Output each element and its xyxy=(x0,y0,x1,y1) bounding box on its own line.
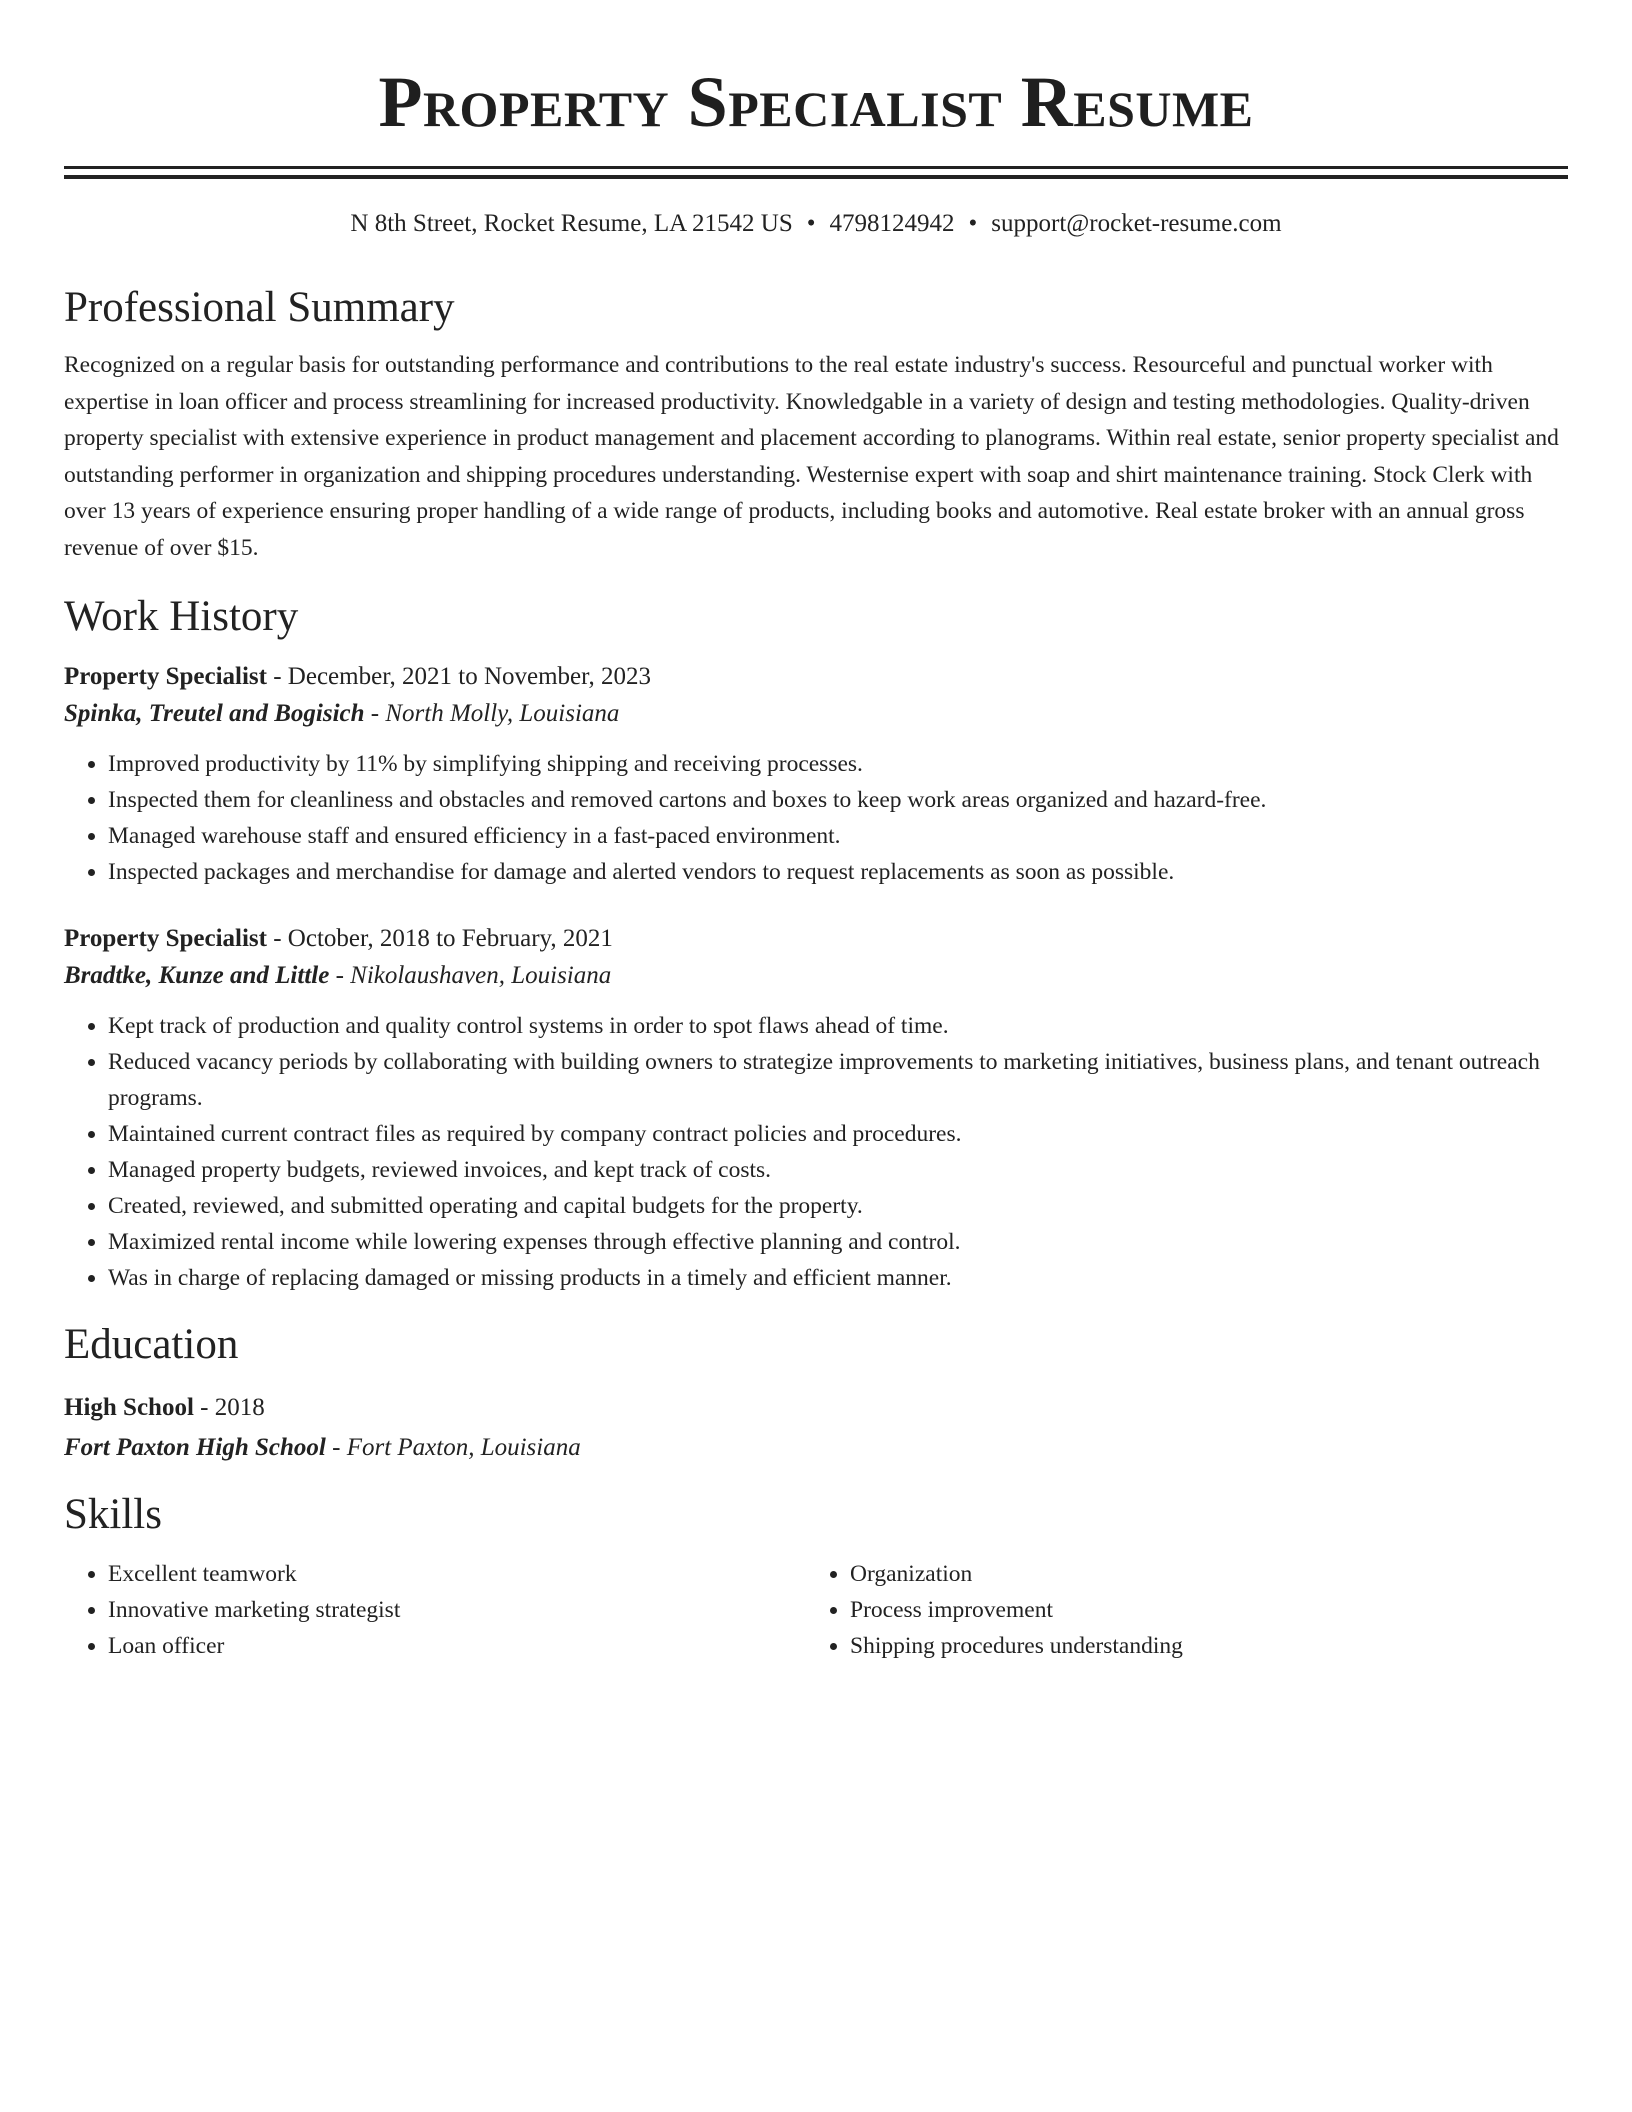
contact-phone: 4798124942 xyxy=(829,210,955,237)
list-item: • Innovative marketing strategist xyxy=(108,1592,806,1628)
job-location: - Nikolaushaven, Louisiana xyxy=(329,962,612,989)
list-item: • Improved productivity by 11% by simplifying shipping and receiving processes. xyxy=(108,746,1568,782)
contact-address: N 8th Street, Rocket Resume, LA 21542 US xyxy=(350,210,793,237)
job-title: Property Specialist xyxy=(64,663,267,690)
job-duties xyxy=(64,746,1568,890)
job-company: Bradtke, Kunze and Little xyxy=(64,962,330,989)
job-entry xyxy=(64,920,1568,1296)
contact-separator: • xyxy=(806,210,816,237)
job-header xyxy=(64,658,1568,695)
title-rule-top xyxy=(64,166,1568,169)
list-item: • Kept track of production and quality control systems in order to spot flaws ahead of time. xyxy=(108,1008,1568,1044)
education-heading: Education xyxy=(64,1321,239,1368)
list-item: • Process improvement xyxy=(850,1592,1568,1628)
list-item: • Maintained current contract files as required by company contract policies and procedures. xyxy=(108,1116,1568,1152)
work-history-heading: Work History xyxy=(64,593,299,640)
list-item: • Shipping procedures understanding xyxy=(850,1628,1568,1664)
job-company: Spinka, Treutel and Bogisich xyxy=(64,700,365,727)
list-item: • Managed warehouse staff and ensured efficiency in a fast-paced environment. xyxy=(108,818,1568,854)
education-entry xyxy=(64,1388,1568,1468)
skills-column-left xyxy=(64,1556,806,1664)
list-item: • Reduced vacancy periods by collaborating with building owners to strategize improvements to marketing initiatives, business plans, and tenant outreach programs. xyxy=(108,1044,1568,1116)
list-item: • Excellent teamwork xyxy=(108,1556,806,1592)
list-item: • Organization xyxy=(850,1556,1568,1592)
list-item: • Maximized rental income while lowering expenses through effective planning and control. xyxy=(108,1224,1568,1260)
education-location: - Fort Paxton, Louisiana xyxy=(325,1434,581,1461)
education-school: Fort Paxton High School xyxy=(64,1434,326,1461)
skills-column-right xyxy=(806,1556,1568,1664)
list-item: • Was in charge of replacing damaged or missing products in a timely and efficient manner. xyxy=(108,1260,1568,1296)
job-dates: - December, 2021 to November, 2023 xyxy=(266,663,651,690)
job-dates: - October, 2018 to February, 2021 xyxy=(266,925,613,952)
list-item: • Inspected them for cleanliness and obstacles and removed cartons and boxes to keep work areas organized and hazard-free. xyxy=(108,782,1568,818)
contact-separator: • xyxy=(968,210,978,237)
job-location: - North Molly, Louisiana xyxy=(364,700,620,727)
job-duties xyxy=(64,1008,1568,1296)
job-employer xyxy=(64,695,1568,732)
education-degree: High School xyxy=(64,1394,194,1421)
education-year: - 2018 xyxy=(193,1394,265,1421)
title-rule-bottom xyxy=(64,175,1568,179)
list-item: • Created, reviewed, and submitted operating and capital budgets for the property. xyxy=(108,1188,1568,1224)
skills-list xyxy=(64,1556,1568,1664)
job-entry xyxy=(64,658,1568,890)
list-item: • Inspected packages and merchandise for damage and alerted vendors to request replacements as soon as possible. xyxy=(108,854,1568,890)
job-header xyxy=(64,920,1568,957)
education-school-line xyxy=(64,1427,1568,1468)
resume-title: Property Specialist Resume xyxy=(378,62,1254,142)
job-employer xyxy=(64,957,1568,994)
summary-text: Recognized on a regular basis for outstanding performance and contributions to the real estate industry's success. Resourceful and punctual worker with expertise in loan officer and process streamlining for increased productivity. Knowledgable in a variety of design and testing methodologies. Quality-driven property specialist with extensive experience in product management and placement according to planograms. Within real estate, senior property specialist and outstanding performer in organization and shipping procedures understanding. Westernise expert with soap and shirt maintenance training. Stock Clerk with over 13 years of experience ensuring proper handling of a wide range of products, including books and automotive. Real estate broker with an annual gross revenue of over $15. xyxy=(64,352,1559,561)
job-title: Property Specialist xyxy=(64,925,267,952)
list-item: • Loan officer xyxy=(108,1628,806,1664)
education-header xyxy=(64,1388,1568,1427)
contact-email: support@rocket-resume.com xyxy=(991,210,1282,237)
skills-heading: Skills xyxy=(64,1491,162,1538)
list-item: • Managed property budgets, reviewed invoices, and kept track of costs. xyxy=(108,1152,1568,1188)
summary-heading: Professional Summary xyxy=(64,284,455,331)
contact-line xyxy=(64,207,1568,241)
